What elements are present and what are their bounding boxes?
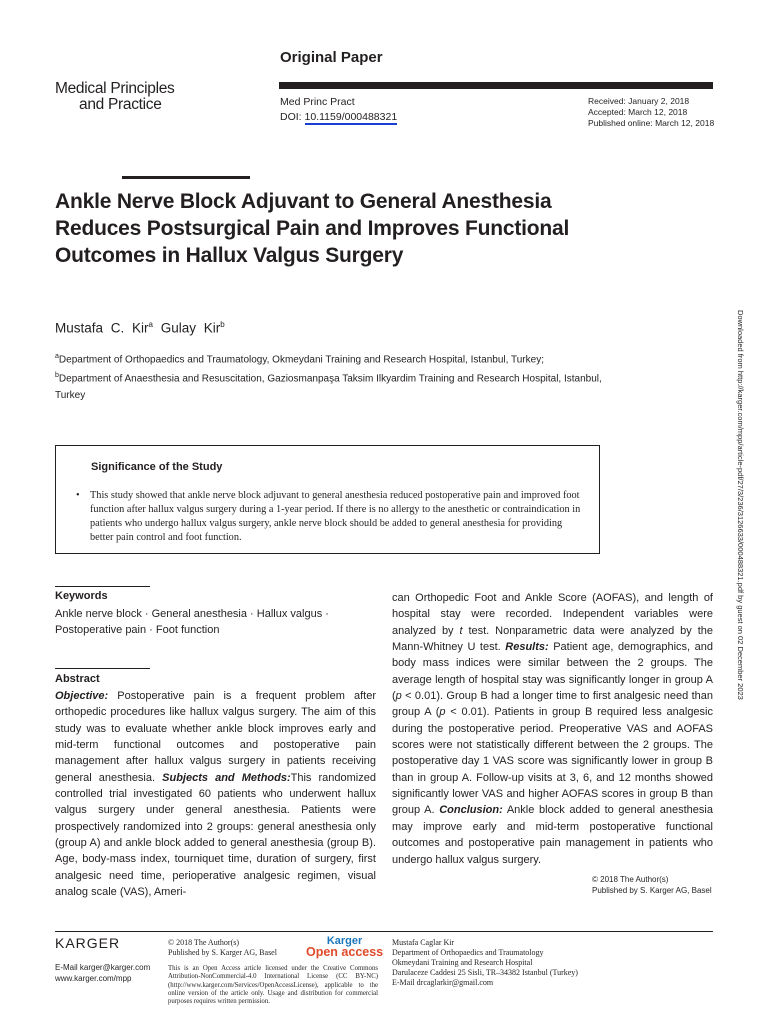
results-text: Patient age, demographics, and body mass indices were similar between the 2 groups. The average length of hospital stay was significantly longer in group A ( — [392, 641, 713, 703]
publication-dates — [588, 96, 714, 129]
objective-label: Objective: — [55, 690, 109, 702]
author-affiliation-marker: a — [148, 320, 153, 329]
author-list — [55, 320, 225, 336]
doi-line — [280, 110, 397, 125]
published-date: Published online: March 12, 2018 — [588, 118, 715, 128]
affiliation-item: $^a$Department of Orthopaedics and Traumatology, Okmeydani Training and Research Hospital, Istanbul, Turkey; — [55, 353, 544, 366]
doi-link[interactable]: 10.1159/000488321 — [304, 111, 398, 123]
open-access-logo-line1: Karger — [326, 935, 363, 947]
keywords-heading: Keywords — [55, 590, 108, 602]
p-value-symbol: p — [395, 690, 402, 703]
accepted-date: Accepted: March 12, 2018 — [588, 107, 688, 117]
license-text: This is an Open Access article licensed under the Creative Commons Attribution-NonCommercial-4.0 International License (CC BY-NC) (http://www.karger.com/Services/OpenAccessLicense), applicable to the online version of the article only. Usage and distribution for commercial purposes requires written permission. — [168, 965, 378, 1006]
abstract-column-left — [55, 688, 376, 900]
article-type: Original Paper — [280, 49, 383, 66]
keywords-rule — [55, 586, 150, 587]
significance-box — [55, 445, 600, 554]
doi-label: DOI: — [280, 111, 302, 123]
corr-email[interactable]: E-Mail drcaglarkir@gmail.com — [392, 978, 494, 987]
bullet-icon: • — [76, 490, 80, 501]
author-affiliation-marker: b — [220, 320, 225, 329]
article-title: Ankle Nerve Block Adjuvant to General Anesthesia Reduces Postsurgical Pain and Improves Functional Outcomes in Hallux Valgus Surgery — [55, 190, 570, 267]
author-name: Gulay Kir — [160, 320, 221, 336]
conclusion-label: Conclusion: — [439, 804, 503, 817]
publisher-contact — [55, 963, 150, 984]
footer-copyright: © 2018 The Author(s) Published by S. Karger AG, Basel — [168, 938, 277, 957]
abstract-rule — [55, 668, 150, 669]
results-label: Results: — [505, 641, 549, 654]
abstract-column-right — [392, 590, 713, 868]
citation-block — [280, 95, 397, 125]
journal-citation: Med Princ Pract — [280, 96, 355, 108]
p-value-symbol: p — [439, 706, 446, 719]
journal-name-line2: and Practice — [79, 96, 162, 113]
publisher-web[interactable]: www.karger.com/mpp — [55, 973, 132, 983]
affiliations — [55, 349, 615, 404]
t-test-symbol: t — [459, 624, 463, 637]
objective-text: Postoperative pain is a frequent problem after orthopedic procedures like hallux valgus surgery. The aim of this study was to evaluate whether ankle block improves early and mid-term functional outcomes and postoperative pain management after hallux valgus surgery in patients receiving general anesthesia. — [55, 690, 376, 784]
abstract-heading: Abstract — [55, 673, 100, 685]
methods-label: Subjects and Methods: — [162, 771, 291, 784]
header-rule — [279, 82, 713, 89]
results-text-3: < 0.01). Patients in group B required less analgesic during the postoperative period. Preoperative VAS and AOFAS scores were not statistically different between the 2 groups. The postoperative day 1 VAS score was significantly lower in group B than in group A. Follow-up visits at 3, 6, and 12 months showed significantly lower VAS and higher AOFAS scores in group B than group A. — [392, 706, 713, 817]
methods-text-continued: can Orthopedic Foot and Ankle Score (AOFAS), and length of hospital stay were recorded. Independent variables were analyzed by — [392, 592, 713, 637]
abstract-copyright: © 2018 The Author(s) Published by S. Karger AG, Basel — [592, 875, 712, 895]
corr-name: Mustafa Caglar Kir — [392, 938, 455, 947]
methods-text: This randomized controlled trial investigated 60 patients who underwent hallux valgus surgery under general anesthesia. Patients were prospectively randomized into 2 groups: general anesthesia only (group A) and ankle block added to general anesthesia (group B). Age, body-mass index, tourniquet time, duration of surgery, first analgesic need time, perioperative analgesic regimen, visual analog scale (VAS), Ameri- — [55, 771, 376, 899]
open-access-logo — [306, 936, 383, 958]
correspondence-address — [392, 938, 578, 988]
publisher-logo: KARGER — [55, 935, 121, 951]
footer-rule — [55, 931, 713, 932]
publisher-email[interactable]: E-Mail karger@karger.com — [55, 963, 151, 972]
journal-logo — [55, 81, 175, 113]
conclusion-text: Ankle block added to general anesthesia may improve early and mid-term postoperative functional outcomes and postoperative pain management in patients who undergo hallux valgus surgery. — [392, 804, 713, 866]
methods-text-continued-2: test. Nonparametric data were analyzed by the Mann-Whitney U test. — [392, 624, 713, 654]
affiliation-item: $^b$Department of Anaesthesia and Resuscitation, Gaziosmanpaşa Taksim Ilkyardim Training and Research Hospital, Istanbul, Turkey — [55, 372, 602, 401]
title-rule — [122, 176, 250, 179]
significance-text: This study showed that ankle nerve block adjuvant to general anesthesia reduced postoperative pain and improved foot function after hallux valgus surgery during a 1-year period. If there is no allergy to the anesthetic or contraindication in patients who undergo hallux valgus surgery, ankle nerve block should be added to general anesthesia for providing better pain control and foot function. — [90, 490, 581, 543]
corr-dept: Department of Orthopaedics and Traumatology — [392, 948, 544, 957]
keywords-list: Ankle nerve block · General anesthesia · Hallux valgus · Postoperative pain · Foot function — [55, 608, 329, 636]
journal-name-line1: Medical Principles — [55, 80, 175, 97]
open-access-logo-line2: Open access — [306, 945, 384, 959]
significance-heading: Significance of the Study — [91, 461, 223, 473]
corr-hospital: Okmeydani Training and Research Hospital — [392, 958, 533, 967]
results-text-2: < 0.01). Group B had a longer time to first analgesic need than group A ( — [392, 690, 713, 719]
received-date: Received: January 2, 2018 — [588, 96, 690, 106]
download-watermark: Downloaded from http://karger.com/mpp/article-pdf/27/3/236/3126633/000488321.pdf by guest on 02 December 2023 — [736, 310, 745, 700]
corr-address: Darulaceze Caddesi 25 Sisli, TR–34382 Istanbul (Turkey) — [392, 968, 578, 977]
significance-bullet-item — [76, 489, 586, 545]
author-name: Mustafa C. Kir — [55, 320, 149, 336]
